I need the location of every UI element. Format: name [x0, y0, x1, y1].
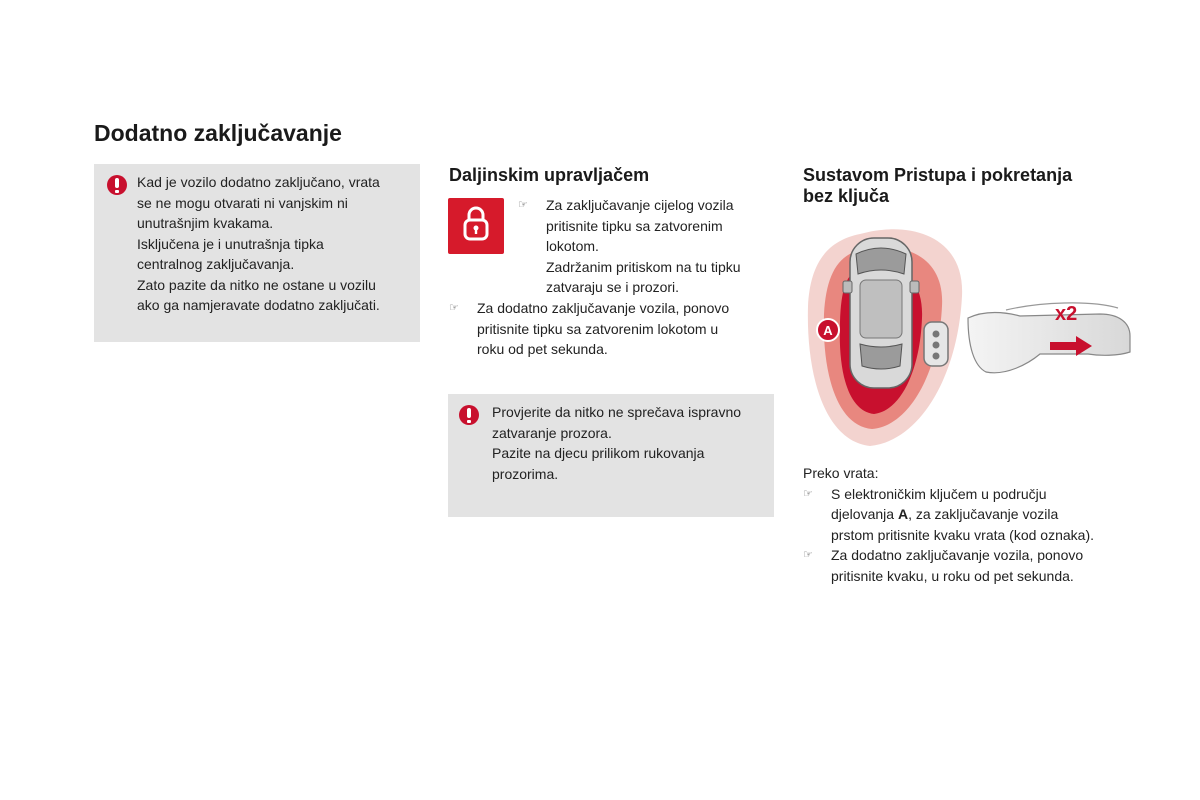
warning-icon: [459, 405, 479, 425]
text-line: [831, 504, 1143, 525]
warning-line: unutrašnjim kvakama.: [137, 215, 274, 231]
warning-line: Kad je vozilo dodatno zaključano, vrata: [137, 174, 380, 190]
text-line: roku od pet sekunda.: [477, 341, 608, 357]
press-twice-label: x2: [1055, 303, 1078, 325]
title-line: Sustavom Pristupa i pokretanja: [803, 165, 1073, 185]
warning-line: se ne mogu otvarati ni vanjskim ni: [137, 194, 348, 211]
remote-section-title: Daljinskim upravljačem: [449, 165, 650, 185]
zone-a-marker: [817, 319, 839, 341]
keyless-locking-illustration: [800, 226, 1132, 448]
warning-line: Zato pazite da nitko ne ostane u vozilu: [137, 276, 376, 293]
pointing-hand-icon: ☞: [803, 549, 813, 561]
warning-line: Provjerite da nitko ne sprečava ispravno: [492, 404, 742, 420]
pointing-hand-icon: ☞: [518, 199, 528, 211]
zone-a-label: A: [823, 323, 833, 338]
warning-line: prozorima.: [492, 465, 559, 482]
text-line: prstom pritisnite kvaku vrata (kod oznaka).: [831, 526, 1094, 543]
text-line: Za zaključavanje cijelog vozila: [546, 197, 734, 213]
remote-bullet-1: [518, 195, 768, 298]
intro-text: Preko vrata:: [803, 465, 879, 481]
warning-line: Pazite na djecu prilikom rukovanja: [492, 445, 705, 461]
keyless-text: [803, 463, 1143, 586]
text-line: pritisnite tipku sa zatvorenim: [546, 217, 723, 234]
zone-a-reference: A: [897, 506, 909, 522]
pointing-hand-icon: ☞: [449, 302, 459, 314]
keyless-section-title: [803, 165, 1072, 207]
text-fragment: , za zaključavanje vozila: [908, 506, 1059, 522]
key-fob-icon: [924, 322, 948, 366]
locked-padlock-icon: [448, 198, 504, 254]
left-warning-box: [94, 164, 420, 342]
text-line: lokotom.: [546, 238, 599, 254]
text-line: pritisnite kvaku, u roku od pet sekunda.: [831, 567, 1074, 584]
text-line: Zadržanim pritiskom na tu tipku: [546, 258, 741, 275]
car-top-view-icon: [843, 238, 919, 388]
text-line: pritisnite tipku sa zatvorenim lokotom u: [477, 320, 719, 337]
pointing-hand-icon: ☞: [803, 487, 813, 500]
text-line: Za dodatno zaključavanje vozila, ponovo: [831, 547, 1084, 563]
warning-line: centralnog zaključavanja.: [137, 256, 295, 272]
text-line: Za dodatno zaključavanje vozila, ponovo: [477, 300, 730, 316]
text-line: zatvaraju se i prozori.: [546, 279, 680, 295]
warning-line: zatvaranje prozora.: [492, 424, 612, 441]
remote-bullet-2: [449, 298, 769, 360]
warning-icon: [107, 175, 127, 195]
title-line: bez ključa: [803, 186, 890, 206]
remote-warning-box: [448, 394, 774, 517]
warning-line: ako ga namjeravate dodatno zaključati.: [137, 297, 380, 313]
text-line: S elektroničkim ključem u području: [831, 485, 1047, 502]
warning-line: Isključena je i unutrašnja tipka: [137, 235, 324, 252]
hand-on-door-handle-icon: [968, 303, 1130, 373]
text-fragment: djelovanja: [831, 506, 898, 522]
page-title: Dodatno zaključavanje: [94, 120, 342, 146]
